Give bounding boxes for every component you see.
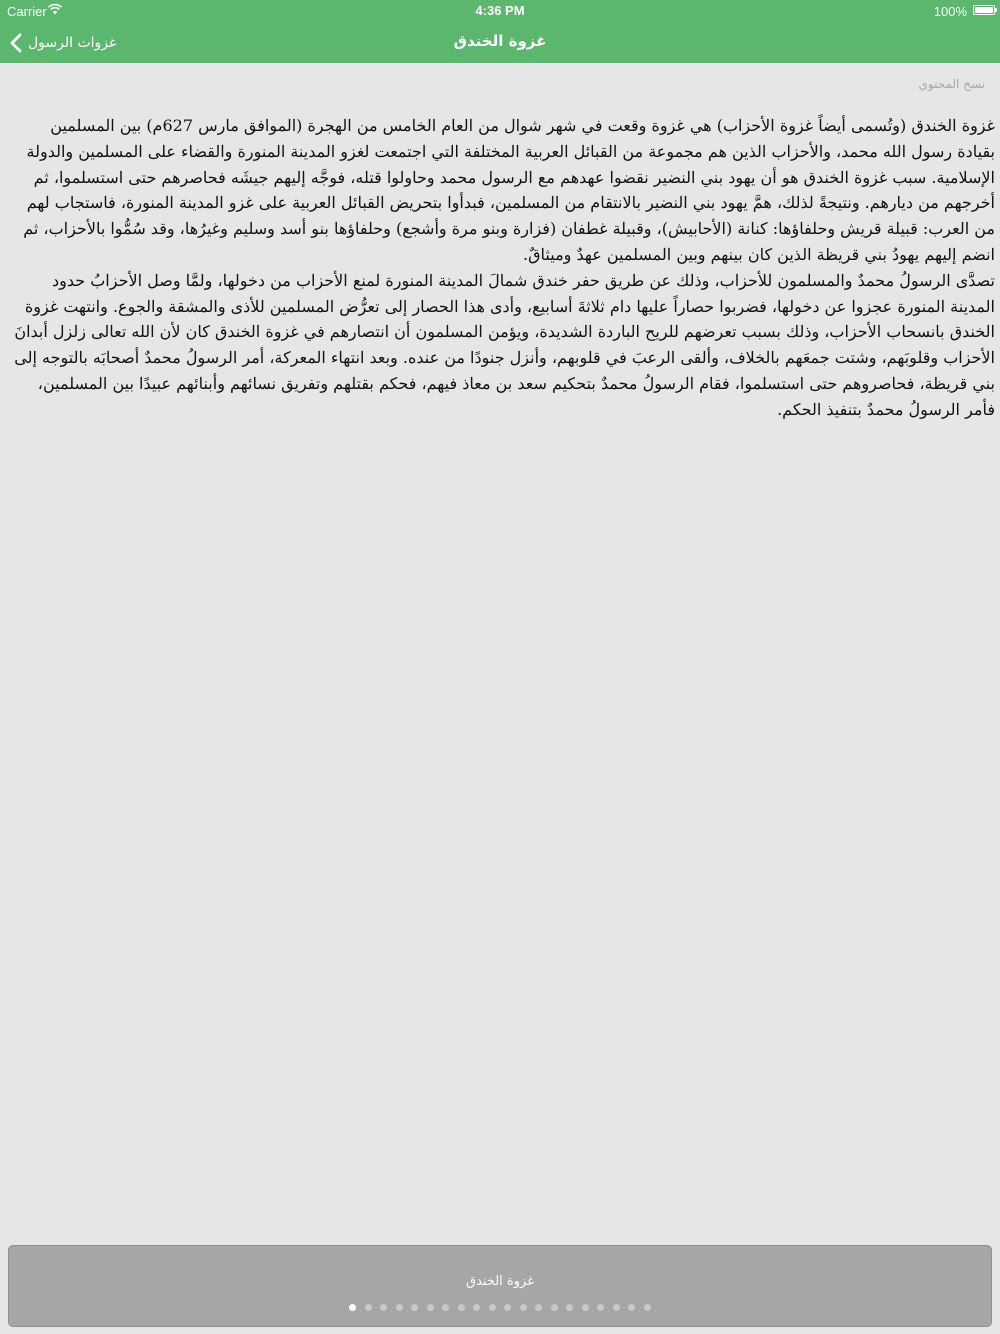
page-dot[interactable]	[458, 1304, 465, 1311]
page-dot[interactable]	[365, 1304, 372, 1311]
page-dot[interactable]	[473, 1304, 480, 1311]
page-dot[interactable]	[380, 1304, 387, 1311]
page-dot[interactable]	[489, 1304, 496, 1311]
battery-icon	[973, 5, 995, 15]
page-dot[interactable]	[442, 1304, 449, 1311]
article-paragraph: غزوة الخندق (وتُسمى أيضاً غزوة الأحزاب) هي غزوة وقعت في شهر شوال من العام الخامس من الهجرة (الموافق مارس 627م) بين المسلمين بقيادة رسول الله محمد، والأحزاب الذين هم مجموعة من القبائل العربية المختلفة التي اجتمعت لغزو المدينة المنورة والقضاء على المسلمين والدولة الإسلامية. سبب غزوة الخندق هو أن يهود بني النضير نقضوا عهدهم مع الرسول محمد وحاولوا قتله، فوجَّه إليهم جيشَه فحاصرهم حتى استسلموا، ثم أخرجهم من ديارهم. ونتيجةً لذلك، همَّ يهود بني النضير بالانتقام من المسلمين، فبدأوا بتحريض القبائل العربية على غزو المدينة المنورة، فاستجاب لهم من العرب: قبيلة قريش وحلفاؤها: كنانة (الأحابيش)، وقبيلة غطفان (فزارة وبنو مرة وأشجع) وحلفاؤها بنو أسد وسليم وغيرُها، وقد سُمُّوا بالأحزاب، ثم انضم إليهم يهودُ بني قريظة الذين كان بينهم وبين المسلمين عهدٌ وميثاقٌ.	[23, 116, 995, 264]
back-button-label: غزوات الرسول	[28, 35, 117, 51]
navigation-bar	[0, 22, 1000, 63]
status-time: 4:36 PM	[475, 3, 525, 18]
page-dot[interactable]	[644, 1304, 651, 1311]
page-dot[interactable]	[551, 1304, 558, 1311]
carrier-label: Carrier	[7, 4, 47, 19]
page-dot[interactable]	[535, 1304, 542, 1311]
article-text	[10, 113, 995, 423]
page-dot[interactable]	[520, 1304, 527, 1311]
status-bar	[0, 0, 1000, 22]
pager-title: غزوة الخندق	[466, 1274, 534, 1289]
top-bar	[0, 0, 1000, 63]
page-title: غزوة الخندق	[453, 32, 547, 50]
page-dot[interactable]	[349, 1304, 356, 1311]
page-dot[interactable]	[582, 1304, 589, 1311]
page-dot[interactable]	[613, 1304, 620, 1311]
page-dot[interactable]	[411, 1304, 418, 1311]
copy-content-button[interactable]: نسخ المحتوي	[918, 77, 985, 91]
page-dot[interactable]	[597, 1304, 604, 1311]
battery-percentage: 100%	[933, 4, 967, 19]
article-paragraph: تصدَّى الرسولُ محمدٌ والمسلمون للأحزاب، وذلك عن طريق حفر خندق شمالَ المدينة المنورة لمنع الأحزاب من دخولها، ولمَّا وصل الأحزابُ حدود المدينة المنورة عجزوا عن دخولها، فضربوا حصاراً عليها دام ثلاثةَ أسابيع، وأدى هذا الحصار إلى تعرُّض المسلمين للأذى والمشقة والجوع. وانتهت غزوة الخندق بانسحاب الأحزاب، وذلك بسبب تعرضهم للريح الباردة الشديدة، ويؤمن المسلمون أن انتصارهم في غزوة الخندق كان لأن الله تعالى زلزل أبدانَ الأحزاب وقلوبَهم، وشتت جمعَهم بالخلاف، وألقى الرعبَ في قلوبهم، وأنزل جنودًا من عنده. وبعد انتهاء المعركة، أمر الرسولُ محمدٌ أصحابَه بالتوجه إلى بني قريظة، فحاصروهم حتى استسلموا، فقام الرسولُ محمدٌ بتحكيم سعد بن معاذ فيهم، فحكم بقتلهم وتفريق نسائهم وأبنائهم عبيدًا بين المسلمين، فأمر الرسولُ محمدٌ بتنفيذ الحكم.	[14, 270, 995, 419]
page-indicator[interactable]	[9, 1304, 991, 1311]
page-dot[interactable]	[628, 1304, 635, 1311]
page-dot[interactable]	[504, 1304, 511, 1311]
page-dot[interactable]	[396, 1304, 403, 1311]
page-dot[interactable]	[566, 1304, 573, 1311]
bottom-pager-panel[interactable]	[8, 1245, 992, 1327]
page-dot[interactable]	[427, 1304, 434, 1311]
